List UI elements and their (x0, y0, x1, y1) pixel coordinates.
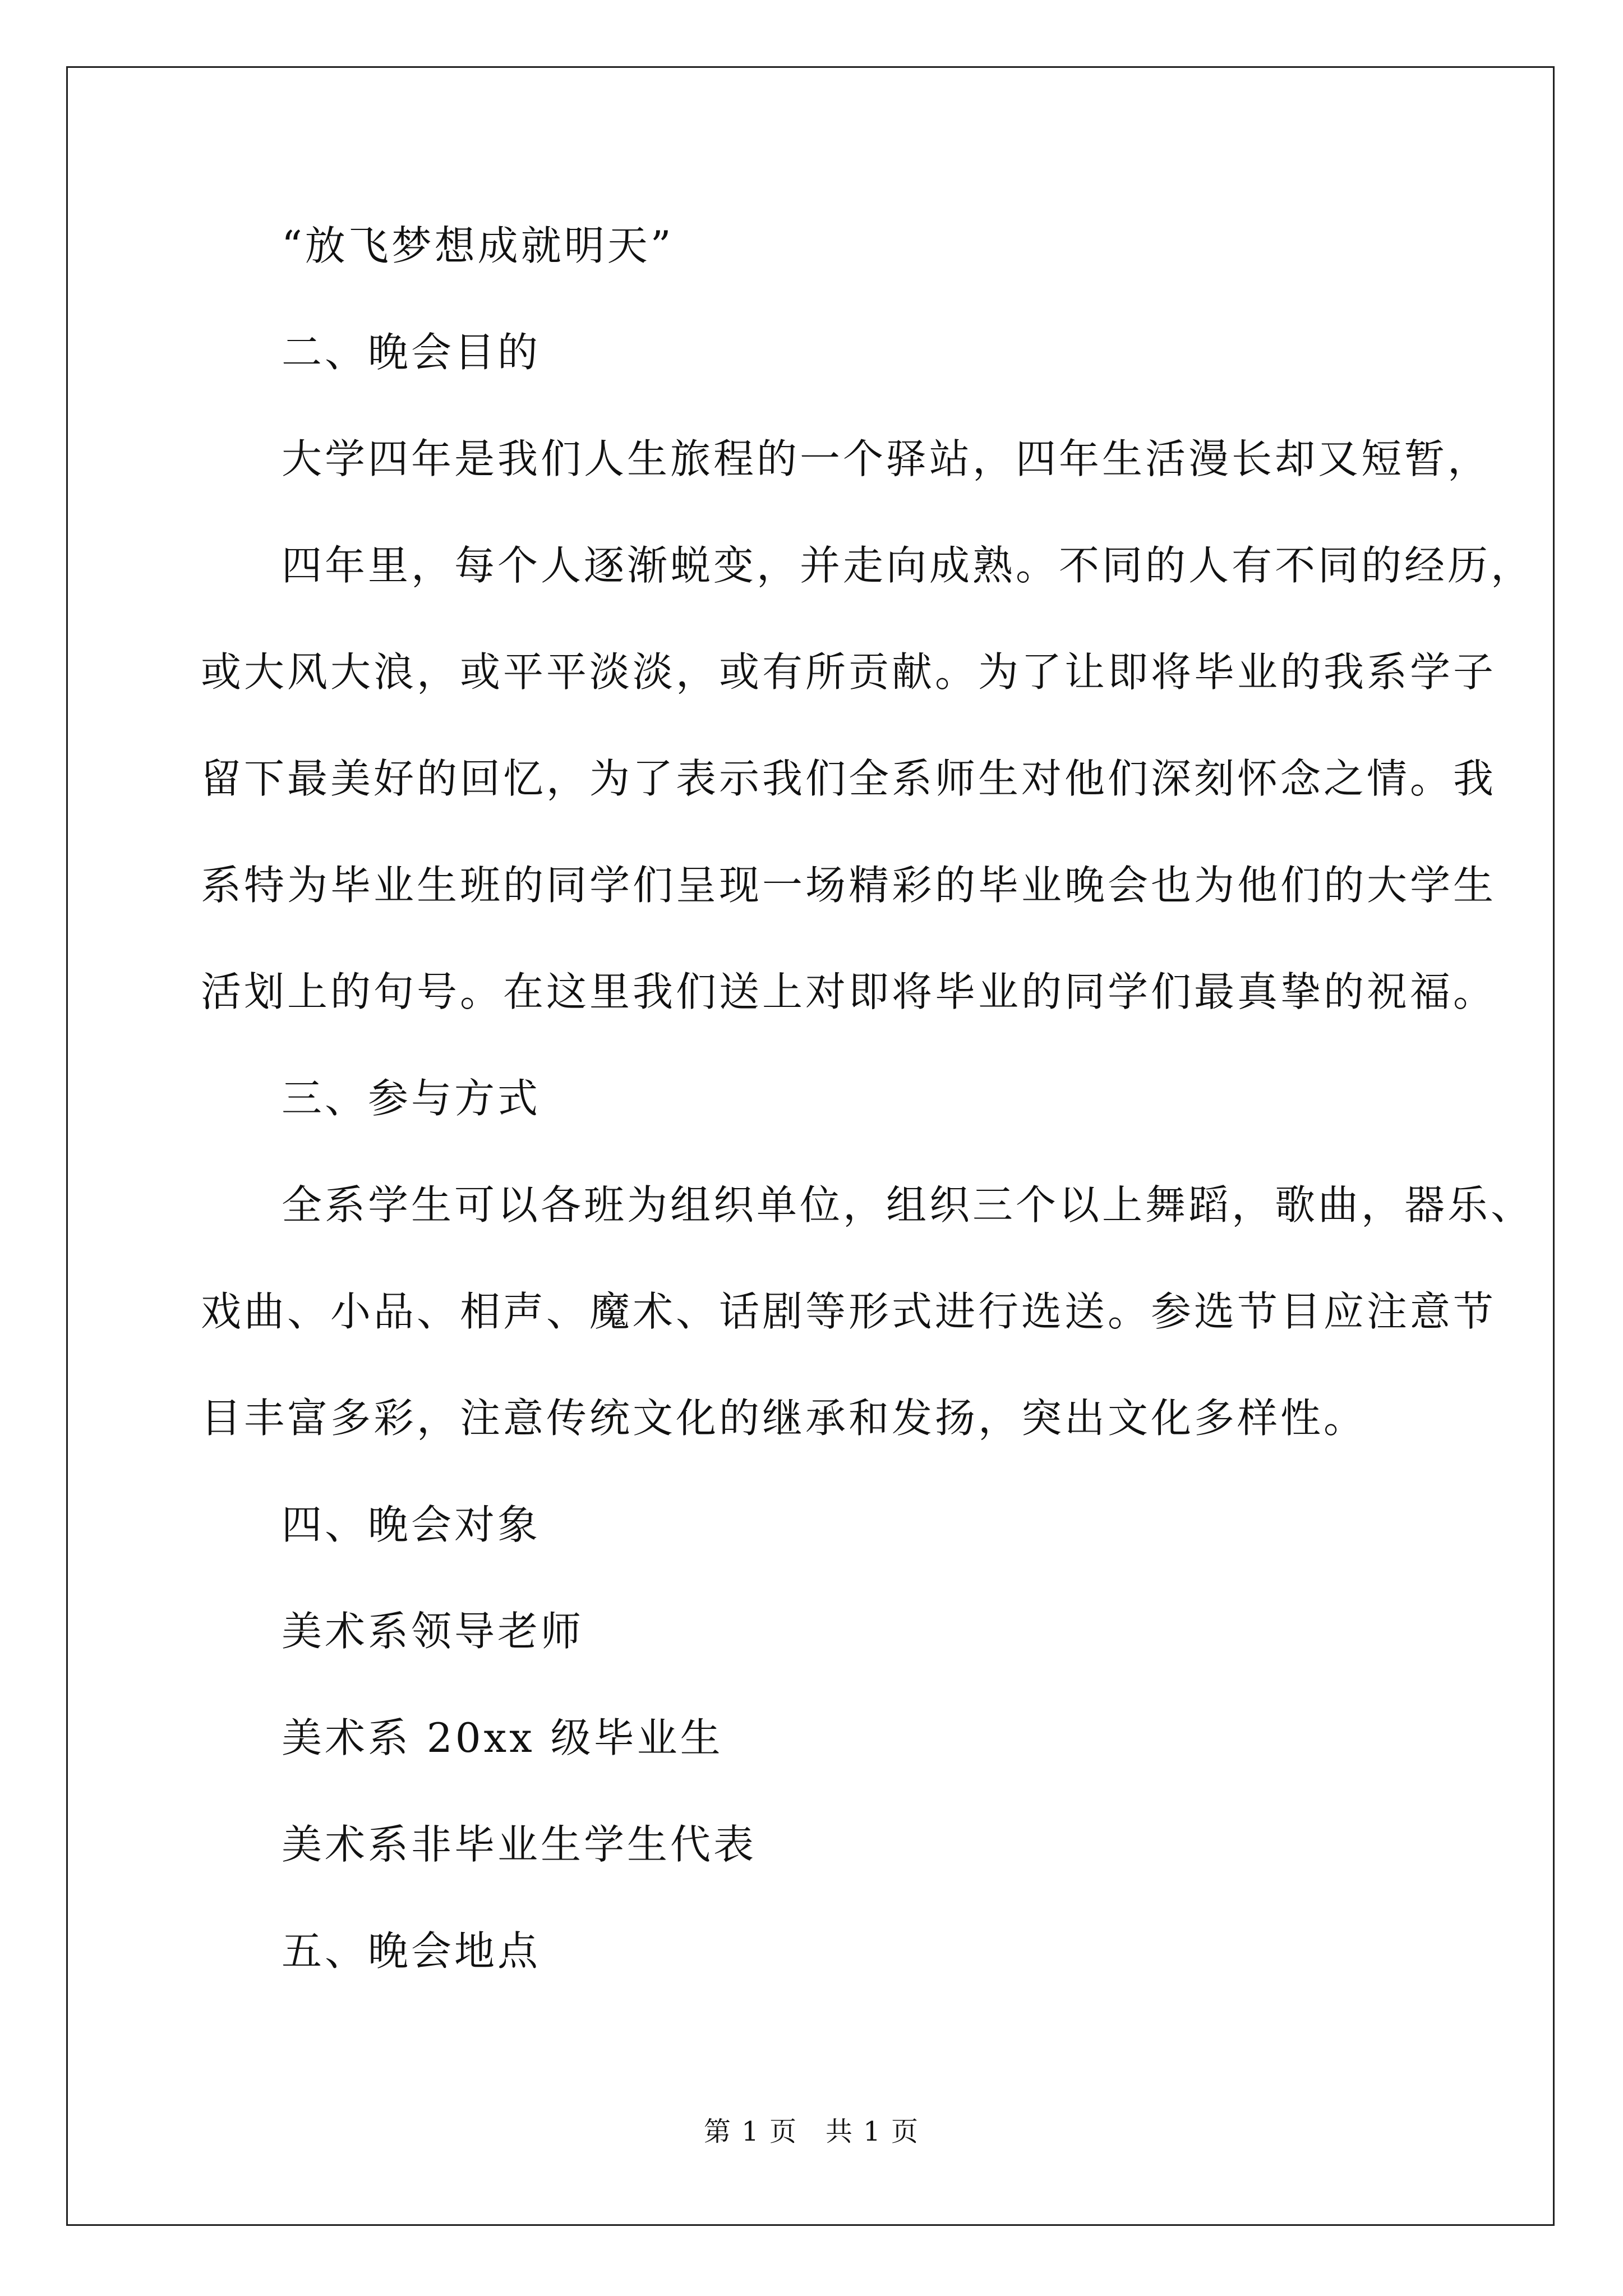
section-heading-audience: 四、晚会对象 (282, 1501, 541, 1548)
section-heading-venue: 五、晚会地点 (282, 1927, 541, 1975)
document-body (201, 219, 1534, 2031)
paragraph-line: 活划上的句号。在这里我们送上对即将毕业的同学们最真挚的祝福。 (201, 968, 1497, 1015)
section-heading-participation: 三、参与方式 (282, 1075, 541, 1122)
paragraph-line: 四年里，每个人逐渐蜕变，并走向成熟。不同的人有不同的经历， (282, 542, 1534, 589)
paragraph-line: 留下最美好的回忆，为了表示我们全系师生对他们深刻怀念之情。我 (201, 755, 1497, 802)
audience-item: 美术系非毕业生学生代表 (282, 1821, 757, 1868)
audience-item: 美术系领导老师 (282, 1608, 584, 1655)
paragraph-line: 或大风大浪，或平平淡淡，或有所贡献。为了让即将毕业的我系学子 (201, 648, 1497, 696)
theme-line: “放飞梦想成就明天” (282, 222, 674, 269)
page-number-footer: 第 1 页 共 1 页 (703, 2116, 920, 2147)
paragraph-line: 戏曲、小品、相声、魔术、话剧等形式进行选送。参选节目应注意节 (201, 1288, 1497, 1335)
paragraph-line: 系特为毕业生班的同学们呈现一场精彩的毕业晚会也为他们的大学生 (201, 862, 1497, 909)
paragraph-line: 大学四年是我们人生旅程的一个驿站，四年生活漫长却又短暂， (282, 435, 1491, 482)
paragraph-line: 全系学生可以各班为组织单位，组织三个以上舞蹈，歌曲，器乐、 (282, 1181, 1534, 1228)
audience-item: 美术系 20xx 级毕业生 (282, 1714, 723, 1761)
section-heading-purpose: 二、晚会目的 (282, 329, 541, 376)
paragraph-line: 目丰富多彩，注意传统文化的继承和发扬，突出文化多样性。 (201, 1395, 1367, 1442)
